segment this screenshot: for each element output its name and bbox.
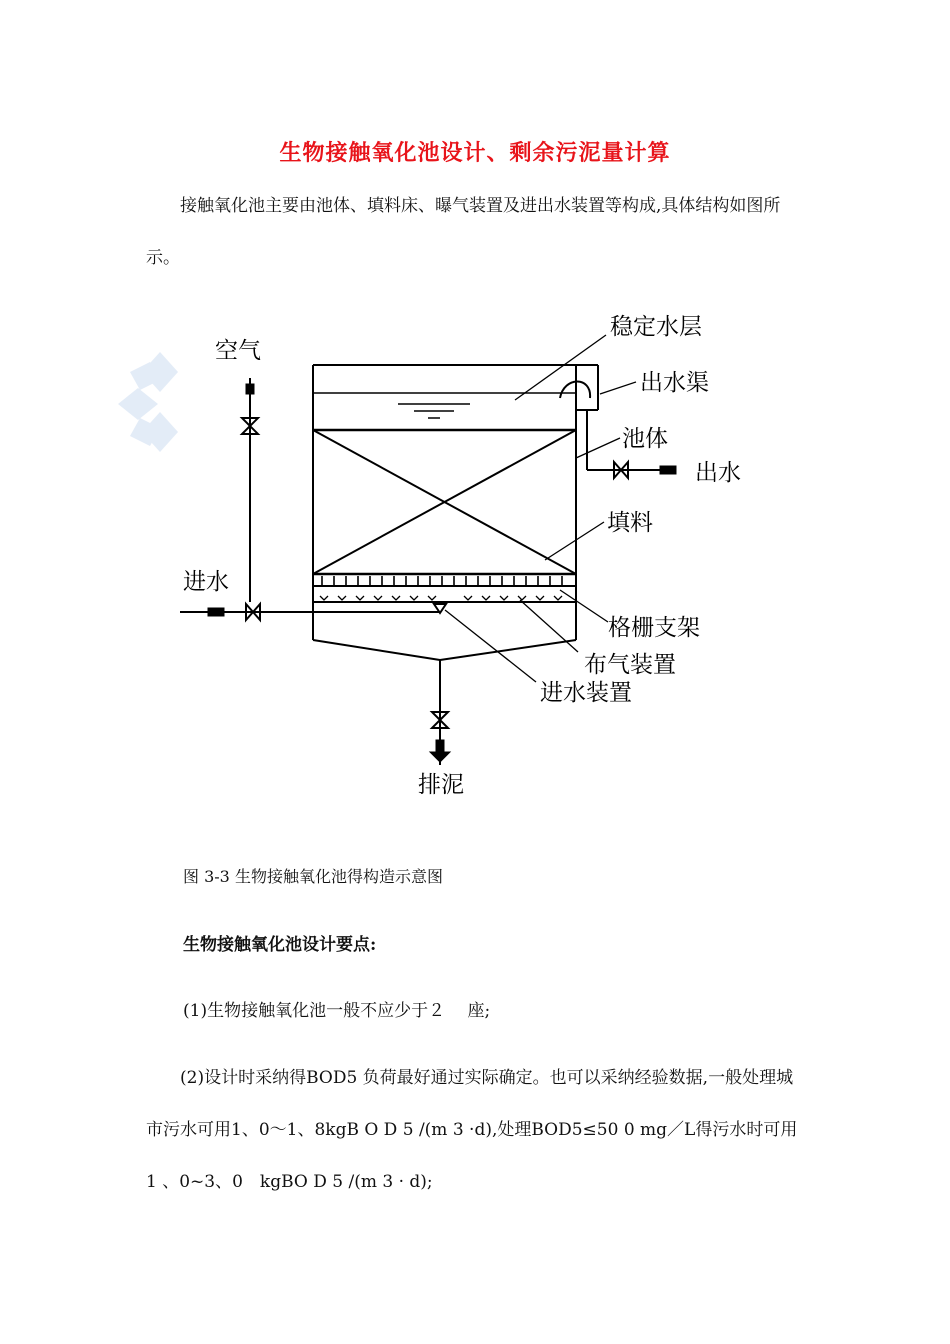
contact-oxidation-tank-diagram — [100, 300, 800, 830]
label-outlet-channel: 出水渠 — [640, 370, 709, 396]
label-stable-water-layer: 稳定水层 — [610, 314, 702, 340]
inlet-arrow-icon — [208, 608, 224, 616]
air-diffusers — [320, 596, 562, 600]
label-tank-body: 池体 — [622, 426, 668, 452]
figure-caption: 图 3-3 生物接触氧化池得构造示意图 — [183, 867, 443, 886]
air-arrow-icon — [246, 384, 254, 394]
label-inlet-device: 进水装置 — [540, 680, 632, 706]
water-level-symbol — [398, 404, 470, 418]
label-inlet-water: 进水 — [183, 569, 229, 595]
hopper-left — [313, 640, 440, 660]
point-2: (2)设计时采纳得BOD5 负荷最好通过实际确定。也可以采纳经验数据,一般处理城市污水可用1、0～1、8kgB O D 5 /(m 3 ·d),处理BOD5≤50 0 mg／L得污水时可用1 、0~3、0 kgBO D 5 /(m 3 · d); — [146, 1068, 798, 1192]
label-air-distribution: 布气装置 — [584, 652, 676, 678]
section-heading: 生物接触氧化池设计要点: — [183, 935, 377, 955]
outlet-arrow-icon — [660, 466, 676, 474]
point-1: (1)生物接触氧化池一般不应少于２ 座; — [183, 1001, 491, 1021]
intro-paragraph: 接触氧化池主要由池体、填料床、曝气装置及进出水装置等构成,具体结构如图所示。 — [146, 196, 781, 268]
watermark-logo — [118, 352, 178, 452]
grid-support-ticks — [322, 576, 562, 586]
label-packing: 填料 — [607, 510, 653, 536]
label-sludge-discharge: 排泥 — [418, 772, 464, 798]
hopper-right — [440, 640, 576, 660]
document-title: 生物接触氧化池设计、剩余污泥量计算 — [279, 141, 671, 166]
label-grid-support: 格栅支架 — [608, 615, 700, 641]
sludge-arrow-icon — [430, 740, 450, 762]
label-air: 空气 — [215, 338, 261, 364]
label-outlet-water: 出水 — [695, 460, 741, 486]
